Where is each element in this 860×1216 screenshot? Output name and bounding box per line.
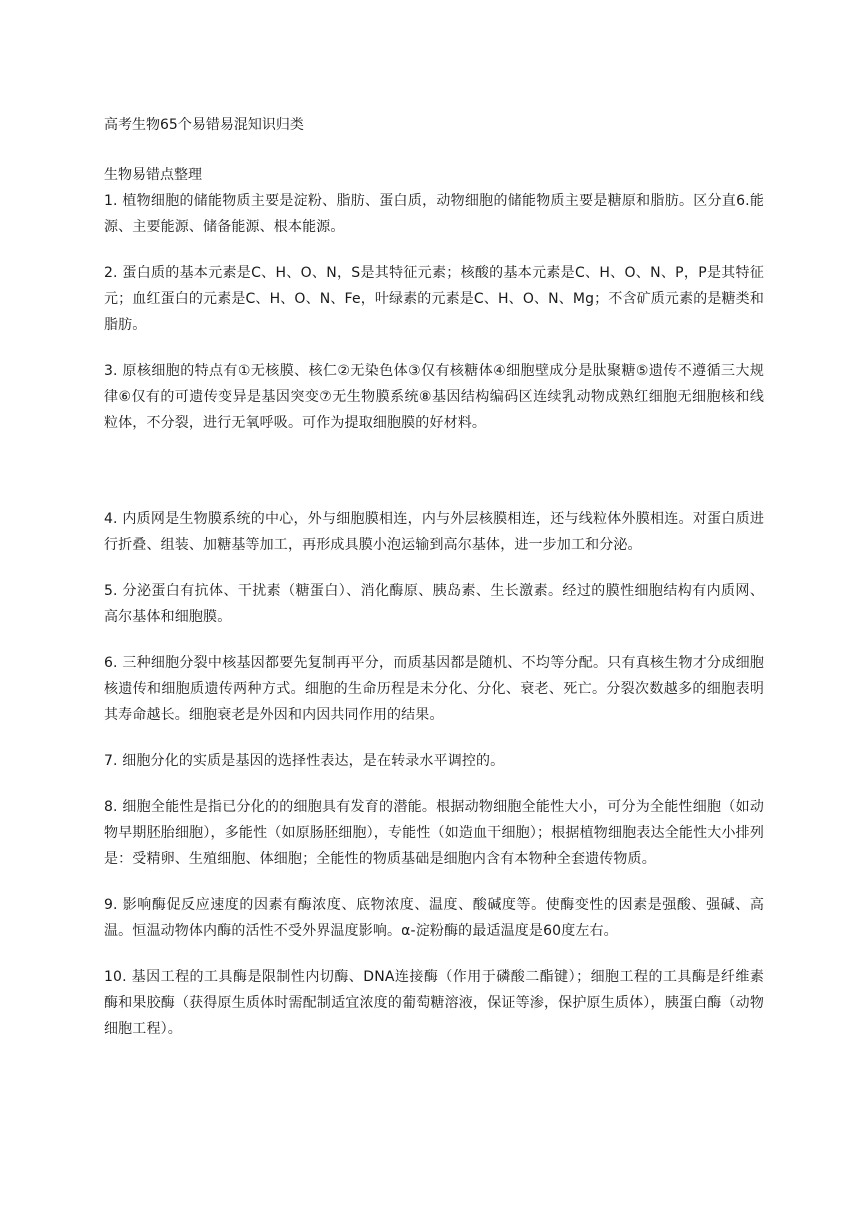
paragraph-gap bbox=[104, 456, 764, 506]
list-item-2: 2. 蛋白质的基本元素是C、H、O、N，S是其特征元素；核酸的基本元素是C、H、O、N、P，P是其特征元；血红蛋白的元素是C、H、O、N、Fe，叶绿素的元素是C、H、O、N、Mg；不含矿质元素的是糖类和脂肪。 bbox=[104, 265, 764, 333]
list-item-5: 5. 分泌蛋白有抗体、干扰素（糖蛋白）、消化酶原、胰岛素、生长激素。经过的膜性细胞结构有内质网、高尔基体和细胞膜。 bbox=[104, 583, 764, 625]
list-item-8: 8. 细胞全能性是指已分化的的细胞具有发育的潜能。根据动物细胞全能性大小，可分为全能性细胞（如动物早期胚胎细胞），多能性（如原肠胚细胞），专能性（如造血干细胞）；根据植物细胞表达全能性大小排列是：受精卵、生殖细胞、体细胞；全能性的物质基础是细胞内含有本物种全套遗传物质。 bbox=[104, 799, 764, 867]
list-item-7: 7. 细胞分化的实质是基因的选择性表达，是在转录水平调控的。 bbox=[104, 753, 505, 769]
list-item-9: 9. 影响酶促反应速度的因素有酶浓度、底物浓度、温度、酸碱度等。使酶变性的因素是强酸、强碱、高温。恒温动物体内酶的活性不受外界温度影响。α-淀粉酶的最适温度是60度左右。 bbox=[104, 897, 764, 939]
document-title: 高考生物65个易错易混知识归类 bbox=[104, 117, 304, 133]
document-page bbox=[104, 112, 764, 1062]
list-item-10: 10. 基因工程的工具酶是限制性内切酶、DNA连接酶（作用于磷酸二酯键）；细胞工程的工具酶是纤维素酶和果胶酶（获得原生质体时需配制适宜浓度的葡萄糖溶液，保证等渗，保护原生质体），胰蛋白酶（动物细胞工程）。 bbox=[104, 969, 764, 1037]
list-item-3: 3. 原核细胞的特点有①无核膜、核仁②无染色体③仅有核糖体④细胞壁成分是肽聚糖⑤遗传不遵循三大规律⑥仅有的可遗传变异是基因突变⑦无生物膜系统⑧基因结构编码区连续乳动物成熟红细胞无细胞核和线粒体，不分裂，进行无氧呼吸。可作为提取细胞膜的好材料。 bbox=[104, 363, 764, 431]
list-item-6: 6. 三种细胞分裂中核基因都要先复制再平分，而质基因都是随机、不均等分配。只有真核生物才分成细胞核遗传和细胞质遗传两种方式。细胞的生命历程是未分化、分化、衰老、死亡。分裂次数越多的细胞表明其寿命越长。细胞衰老是外因和内因共同作用的结果。 bbox=[104, 655, 764, 723]
list-item-1: 1. 植物细胞的储能物质主要是淀粉、脂肪、蛋白质，动物细胞的储能物质主要是糖原和脂肪。区分直6.能源、主要能源、储备能源、根本能源。 bbox=[104, 193, 764, 235]
list-item-4: 4. 内质网是生物膜系统的中心，外与细胞膜相连，内与外层核膜相连，还与线粒体外膜相连。对蛋白质进行折叠、组装、加糖基等加工，再形成具膜小泡运输到高尔基体，进一步加工和分泌。 bbox=[104, 511, 764, 553]
section-heading: 生物易错点整理 bbox=[104, 167, 202, 183]
